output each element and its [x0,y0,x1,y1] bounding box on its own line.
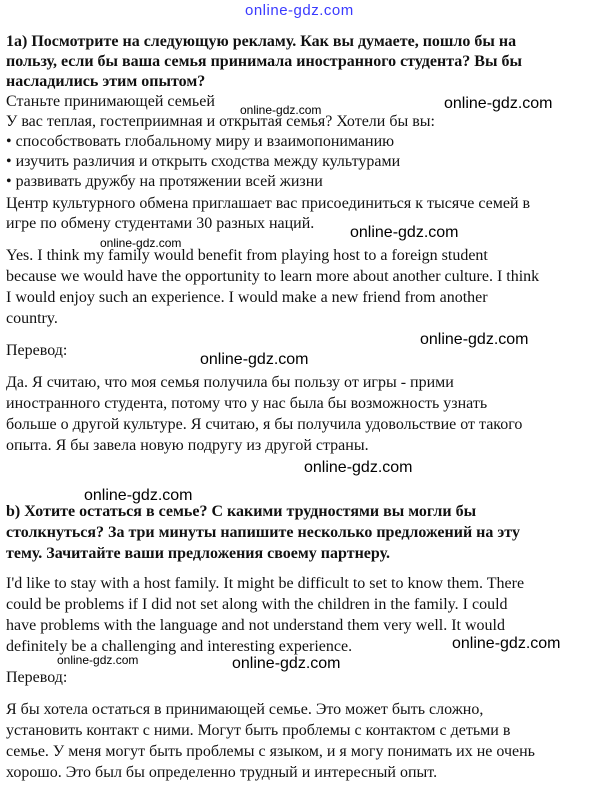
watermark-8: online-gdz.com [84,487,193,504]
ad-line-1: Станьте принимающей семьей [6,93,215,110]
answer-a-line-3: I would enjoy such an experience. I would make a new friend from another [6,289,488,306]
section-b-heading-line-3: тему. Зачитайте ваши предложения своему партнеру. [6,545,390,562]
answer-b-line-3: have problems with the language and not understand them very well. It would [6,617,505,634]
answer-a-line-1: Yes. I think my family would benefit from playing host to a foreign student [6,247,488,264]
ad-line-4: • изучить различия и открыть сходства между культурами [6,153,401,170]
translation-b-label: Перевод: [6,669,68,686]
answer-a-line-4: country. [6,310,58,327]
watermark-11: online-gdz.com [232,655,341,672]
section-a-heading-line-1: 1a) Посмотрите на следующую рекламу. Как вы думаете, пошло бы на [6,33,517,50]
section-a-heading-line-3: насладились этим опытом? [6,73,206,90]
section-b-heading-line-1: b) Хотите остаться в семье? С какими трудностями вы могли бы [6,503,477,520]
translation-a-line-1: Да. Я считаю, что моя семья получила бы пользу от игры - прими [6,374,454,391]
watermark-6: online-gdz.com [200,351,309,368]
watermark-top: online-gdz.com [245,2,354,19]
translation-b-line-3: семье. У меня могут быть проблемы с языком, и я могу понимать их не очень [6,743,535,760]
section-b-heading-line-2: столкнуться? За три минуты напишите несколько предложений на эту [6,524,520,541]
watermark-7: online-gdz.com [304,459,413,476]
answer-b-line-2: could be problems if I did not set along with the children in the family. I could [6,596,508,613]
answer-a-line-2: because we would have the opportunity to learn more about another culture. I think [6,268,540,285]
ad-line-5: • развивать дружбу на протяжении всей жизни [6,173,323,190]
translation-a-line-2: иностранного студента, потому что у нас была бы возможность узнать [6,395,488,412]
translation-a-label: Перевод: [6,342,68,359]
answer-b-line-4: definitely be a challenging and interesting experience. [6,638,353,655]
translation-b-line-2: установить контакт с ними. Могут быть проблемы с контактом с детьми в [6,722,511,739]
ad-line-6: Центр культурного обмена приглашает вас присоединиться к тысяче семей в [6,195,531,212]
ad-line-2: У вас теплая, гостеприимная и открытая семья? Хотели бы вы: [6,113,435,130]
translation-b-line-1: Я бы хотела остаться в принимающей семье. Это может быть сложно, [6,701,484,718]
watermark-1: online-gdz.com [240,103,322,117]
watermark-5: online-gdz.com [420,331,529,348]
ad-line-7: игре по обмену студентами 30 разных наций. [6,215,315,232]
translation-b-line-4: хорошо. Это был бы определенно трудный и интересный опыт. [6,764,438,781]
translation-a-line-3: больше о другой культуре. Я считаю, я бы получила удовольствие от такого [6,416,523,433]
section-a-heading-line-2: пользу, если бы ваша семья принимала иностранного студента? Вы бы [6,53,522,70]
answer-b-line-1: I'd like to stay with a host family. It might be difficult to set to know them. There [6,575,525,592]
watermark-9: online-gdz.com [452,635,561,652]
translation-a-line-4: опыта. Я бы завела новую подругу из другой страны. [6,437,369,454]
ad-line-3: • способствовать глобальному миру и взаимопониманию [6,133,395,150]
watermark-4: online-gdz.com [100,236,182,250]
watermark-10: online-gdz.com [57,653,139,667]
watermark-2: online-gdz.com [444,95,553,112]
watermark-3: online-gdz.com [350,224,459,241]
